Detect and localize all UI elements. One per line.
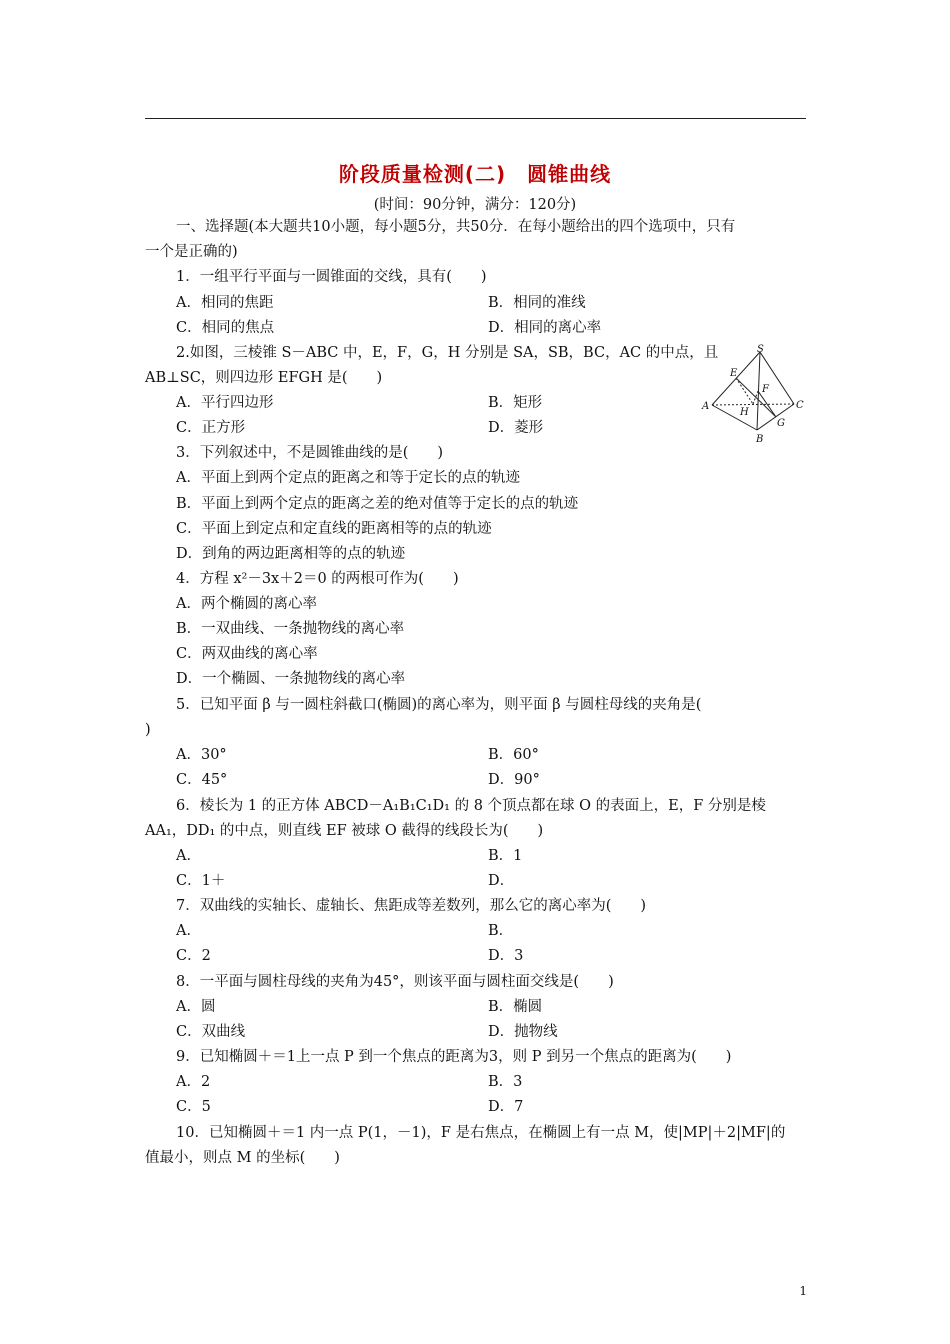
q3-option-b: B．平面上到两个定点的距离之差的绝对值等于定长的点的轨迹: [176, 496, 579, 512]
label-a: A: [702, 401, 710, 412]
section-instructions: 一、选择题(本大题共10小题，每小题5分，共50分．在每小题给出的四个选项中，只有: [176, 219, 736, 235]
label-s: S: [757, 344, 764, 355]
q6-option-c: C．1＋: [176, 873, 226, 889]
question-2-stem: 2.如图，三棱锥 S－ABC 中，E，F，G，H 分别是 SA，SB，BC，AC 的中点，且: [176, 345, 719, 361]
q4-option-b: B．一双曲线、一条抛物线的离心率: [176, 621, 405, 637]
page-number: 1: [799, 1284, 807, 1298]
q7-option-c: C．2: [176, 948, 211, 964]
q1-option-d: D．相同的离心率: [488, 320, 602, 336]
q2-option-a: A．平行四边形: [176, 395, 274, 411]
question-6-stem: 6．棱长为 1 的正方体 ABCD－A₁B₁C₁D₁ 的 8 个顶点都在球 O 的表面上，E，F 分别是棱: [176, 798, 766, 814]
question-8-stem: 8．一平面与圆柱母线的夹角为45°，则该平面与圆柱面交线是( ): [176, 974, 614, 990]
q4-option-c: C．两双曲线的离心率: [176, 646, 318, 662]
question-3-stem: 3．下列叙述中，不是圆锥曲线的是( ): [176, 445, 444, 461]
q2-option-c: C．正方形: [176, 420, 246, 436]
q5-option-b: B．60°: [488, 747, 539, 763]
q8-option-b: B．椭圆: [488, 999, 543, 1015]
question-1-stem: 1．一组平行平面与一圆锥面的交线，具有( ): [176, 269, 487, 285]
question-9-stem: 9．已知椭圆＋＝1上一点 P 到一个焦点的距离为3，则 P 到另一个焦点的距离为( ): [176, 1049, 732, 1065]
q4-option-a: A．两个椭圆的离心率: [176, 596, 317, 612]
question-10-stem: 10．已知椭圆＋＝1 内一点 P(1，－1)，F 是右焦点，在椭圆上有一点 M，使|MP|＋2|MF|的: [176, 1125, 786, 1141]
q7-option-d: D．3: [488, 948, 524, 964]
label-g: G: [777, 418, 785, 429]
q2-option-d: D．菱形: [488, 420, 544, 436]
q9-option-b: B．3: [488, 1074, 523, 1090]
q6-option-a: A．: [176, 848, 201, 864]
pyramid-figure: [700, 342, 810, 446]
header-rule: [145, 118, 806, 119]
label-h: H: [740, 407, 749, 418]
q5-option-a: A．30°: [176, 747, 227, 763]
label-c: C: [796, 400, 804, 411]
q9-option-c: C．5: [176, 1099, 211, 1115]
q3-option-a: A．平面上到两个定点的距离之和等于定长的点的轨迹: [176, 470, 520, 486]
q9-option-a: A．2: [176, 1074, 211, 1090]
q1-option-c: C．相同的焦点: [176, 320, 275, 336]
q9-option-d: D．7: [488, 1099, 524, 1115]
q1-option-a: A．相同的焦距: [176, 295, 274, 311]
page-title: 阶段质量检测(二) 圆锥曲线: [338, 162, 612, 186]
label-f: F: [762, 384, 769, 395]
question-5-stem: 5．已知平面 β 与一圆柱斜截口(椭圆)的离心率为，则平面 β 与圆柱母线的夹角是(: [176, 697, 702, 713]
q8-option-c: C．双曲线: [176, 1024, 246, 1040]
question-6-stem-cont: AA₁，DD₁ 的中点，则直线 EF 被球 O 截得的线段长为( ): [145, 823, 544, 839]
q4-option-d: D．一个椭圆、一条抛物线的离心率: [176, 671, 406, 687]
question-7-stem: 7．双曲线的实轴长、虚轴长、焦距成等差数列，那么它的离心率为( ): [176, 898, 647, 914]
exam-info: (时间：90分钟，满分：120分): [373, 197, 577, 213]
q5-option-d: D．90°: [488, 772, 540, 788]
q2-option-b: B．矩形: [488, 395, 543, 411]
label-e: E: [730, 368, 738, 379]
section-instructions-cont: 一个是正确的): [145, 244, 238, 260]
q1-option-b: B．相同的准线: [488, 295, 586, 311]
q8-option-d: D．抛物线: [488, 1024, 558, 1040]
question-10-stem-cont: 值最小，则点 M 的坐标( ): [145, 1150, 340, 1166]
q8-option-a: A．圆: [176, 999, 216, 1015]
q5-option-c: C．45°: [176, 772, 228, 788]
label-b: B: [756, 434, 764, 445]
q3-option-d: D．到角的两边距离相等的点的轨迹: [176, 546, 406, 562]
q6-option-d: D．: [488, 873, 515, 889]
q7-option-a: A．: [176, 923, 201, 939]
q6-option-b: B．1: [488, 848, 523, 864]
question-2-stem-cont: AB⊥SC，则四边形 EFGH 是( ): [145, 370, 383, 386]
q7-option-b: B．: [488, 923, 514, 939]
q3-option-c: C．平面上到定点和定直线的距离相等的点的轨迹: [176, 521, 492, 537]
question-5-stem-cont: ): [145, 722, 151, 738]
question-4-stem: 4．方程 x²－3x＋2＝0 的两根可作为( ): [176, 571, 459, 587]
